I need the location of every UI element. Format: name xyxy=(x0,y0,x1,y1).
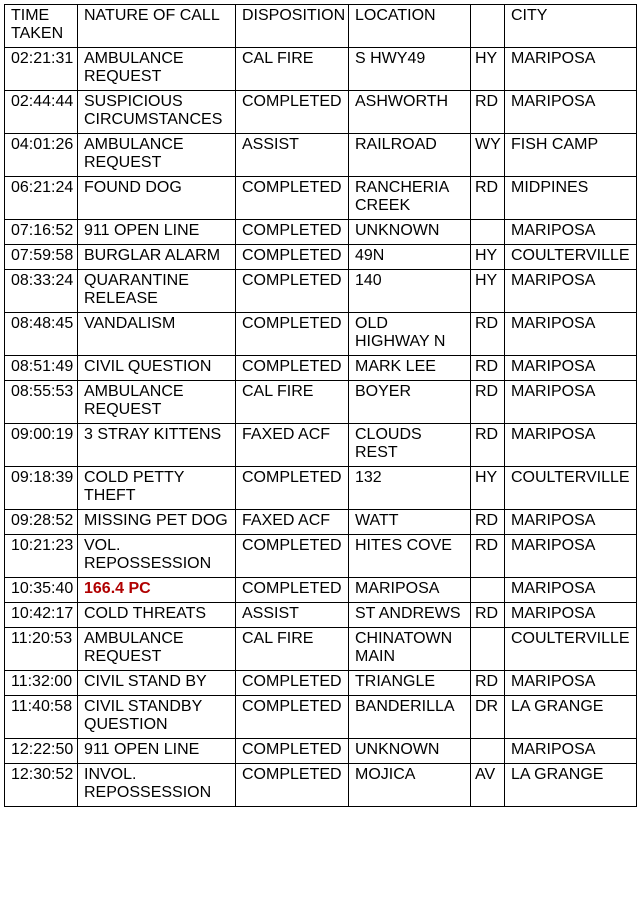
time-cell: 06:21:24 xyxy=(5,177,78,220)
table-row xyxy=(5,696,637,739)
time-cell: 12:30:52 xyxy=(5,764,78,807)
nature-cell: 911 OPEN LINE xyxy=(78,739,236,764)
nature-cell: SUSPICIOUS CIRCUMSTANCES xyxy=(78,91,236,134)
nature-cell: AMBULANCE REQUEST xyxy=(78,628,236,671)
disposition-cell: CAL FIRE xyxy=(236,381,349,424)
location-cell: UNKNOWN xyxy=(349,220,471,245)
disposition-cell: COMPLETED xyxy=(236,220,349,245)
table-row xyxy=(5,48,637,91)
street-suffix-cell: RD xyxy=(471,671,505,696)
nature-cell: VANDALISM xyxy=(78,313,236,356)
nature-cell: CIVIL STANDBY QUESTION xyxy=(78,696,236,739)
table-row xyxy=(5,313,637,356)
table-row xyxy=(5,764,637,807)
table-row xyxy=(5,739,637,764)
city-cell: COULTERVILLE xyxy=(505,628,637,671)
nature-cell: AMBULANCE REQUEST xyxy=(78,48,236,91)
time-cell: 09:28:52 xyxy=(5,510,78,535)
disposition-cell: CAL FIRE xyxy=(236,628,349,671)
table-row xyxy=(5,424,637,467)
table-row xyxy=(5,356,637,381)
street-suffix-cell xyxy=(471,739,505,764)
disposition-cell: COMPLETED xyxy=(236,245,349,270)
location-cell: BOYER xyxy=(349,381,471,424)
nature-cell: AMBULANCE REQUEST xyxy=(78,134,236,177)
time-cell: 09:00:19 xyxy=(5,424,78,467)
city-cell: LA GRANGE xyxy=(505,764,637,807)
city-cell: MARIPOSA xyxy=(505,220,637,245)
location-cell: OLD HIGHWAY N xyxy=(349,313,471,356)
nature-cell: BURGLAR ALARM xyxy=(78,245,236,270)
street-suffix-cell: HY xyxy=(471,245,505,270)
street-suffix-cell: RD xyxy=(471,91,505,134)
street-suffix-cell: RD xyxy=(471,381,505,424)
city-cell: MARIPOSA xyxy=(505,48,637,91)
location-cell: MARK LEE xyxy=(349,356,471,381)
city-cell: MARIPOSA xyxy=(505,510,637,535)
city-cell: MARIPOSA xyxy=(505,270,637,313)
disposition-cell: COMPLETED xyxy=(236,356,349,381)
time-cell: 08:33:24 xyxy=(5,270,78,313)
street-suffix-cell: RD xyxy=(471,177,505,220)
city-cell: MIDPINES xyxy=(505,177,637,220)
nature-cell: QUARANTINE RELEASE xyxy=(78,270,236,313)
header-street-suffix xyxy=(471,5,505,48)
disposition-cell: FAXED ACF xyxy=(236,510,349,535)
header-time-taken: TIME TAKEN xyxy=(5,5,78,48)
table-row xyxy=(5,220,637,245)
time-cell: 07:16:52 xyxy=(5,220,78,245)
nature-cell: CIVIL STAND BY xyxy=(78,671,236,696)
city-cell: MARIPOSA xyxy=(505,381,637,424)
location-cell: CLOUDS REST xyxy=(349,424,471,467)
street-suffix-cell: RD xyxy=(471,510,505,535)
table-row xyxy=(5,270,637,313)
street-suffix-cell xyxy=(471,220,505,245)
time-cell: 02:21:31 xyxy=(5,48,78,91)
header-disposition: DISPOSITION xyxy=(236,5,349,48)
nature-cell: CIVIL QUESTION xyxy=(78,356,236,381)
time-cell: 11:32:00 xyxy=(5,671,78,696)
time-cell: 12:22:50 xyxy=(5,739,78,764)
table-row xyxy=(5,535,637,578)
street-suffix-cell: DR xyxy=(471,696,505,739)
disposition-cell: COMPLETED xyxy=(236,671,349,696)
location-cell: RANCHERIA CREEK xyxy=(349,177,471,220)
disposition-cell: COMPLETED xyxy=(236,91,349,134)
city-cell: MARIPOSA xyxy=(505,739,637,764)
nature-cell: INVOL. REPOSSESSION xyxy=(78,764,236,807)
table-row xyxy=(5,467,637,510)
city-cell: MARIPOSA xyxy=(505,313,637,356)
time-cell: 10:21:23 xyxy=(5,535,78,578)
header-row xyxy=(5,5,637,48)
street-suffix-cell: RD xyxy=(471,313,505,356)
table-row xyxy=(5,603,637,628)
disposition-cell: COMPLETED xyxy=(236,578,349,603)
street-suffix-cell: WY xyxy=(471,134,505,177)
city-cell: COULTERVILLE xyxy=(505,245,637,270)
time-cell: 09:18:39 xyxy=(5,467,78,510)
nature-cell: 166.4 PC xyxy=(78,578,236,603)
city-cell: LA GRANGE xyxy=(505,696,637,739)
city-cell: COULTERVILLE xyxy=(505,467,637,510)
disposition-cell: CAL FIRE xyxy=(236,48,349,91)
nature-cell: COLD PETTY THEFT xyxy=(78,467,236,510)
nature-cell: AMBULANCE REQUEST xyxy=(78,381,236,424)
nature-cell: MISSING PET DOG xyxy=(78,510,236,535)
city-cell: FISH CAMP xyxy=(505,134,637,177)
call-log-table xyxy=(4,4,637,807)
time-cell: 08:51:49 xyxy=(5,356,78,381)
location-cell: ASHWORTH xyxy=(349,91,471,134)
disposition-cell: COMPLETED xyxy=(236,177,349,220)
disposition-cell: COMPLETED xyxy=(236,696,349,739)
table-row xyxy=(5,177,637,220)
table-row xyxy=(5,628,637,671)
table-row xyxy=(5,671,637,696)
disposition-cell: COMPLETED xyxy=(236,467,349,510)
street-suffix-cell: RD xyxy=(471,603,505,628)
street-suffix-cell: AV xyxy=(471,764,505,807)
location-cell: TRIANGLE xyxy=(349,671,471,696)
disposition-cell: COMPLETED xyxy=(236,764,349,807)
table-row xyxy=(5,578,637,603)
time-cell: 04:01:26 xyxy=(5,134,78,177)
disposition-cell: COMPLETED xyxy=(236,739,349,764)
location-cell: RAILROAD xyxy=(349,134,471,177)
street-suffix-cell: HY xyxy=(471,270,505,313)
time-cell: 07:59:58 xyxy=(5,245,78,270)
city-cell: MARIPOSA xyxy=(505,356,637,381)
location-cell: WATT xyxy=(349,510,471,535)
nature-cell: VOL. REPOSSESSION xyxy=(78,535,236,578)
city-cell: MARIPOSA xyxy=(505,603,637,628)
time-cell: 11:20:53 xyxy=(5,628,78,671)
street-suffix-cell: HY xyxy=(471,467,505,510)
table-header xyxy=(5,5,637,48)
location-cell: 140 xyxy=(349,270,471,313)
time-cell: 08:55:53 xyxy=(5,381,78,424)
table-row xyxy=(5,134,637,177)
city-cell: MARIPOSA xyxy=(505,91,637,134)
time-cell: 11:40:58 xyxy=(5,696,78,739)
nature-cell: FOUND DOG xyxy=(78,177,236,220)
location-cell: HITES COVE xyxy=(349,535,471,578)
location-cell: 132 xyxy=(349,467,471,510)
header-city: CITY xyxy=(505,5,637,48)
location-cell: UNKNOWN xyxy=(349,739,471,764)
table-body xyxy=(5,48,637,807)
location-cell: MARIPOSA xyxy=(349,578,471,603)
nature-cell: COLD THREATS xyxy=(78,603,236,628)
street-suffix-cell: HY xyxy=(471,48,505,91)
street-suffix-cell: RD xyxy=(471,356,505,381)
header-nature-of-call: NATURE OF CALL xyxy=(78,5,236,48)
nature-cell: 3 STRAY KITTENS xyxy=(78,424,236,467)
table-row xyxy=(5,91,637,134)
disposition-cell: COMPLETED xyxy=(236,270,349,313)
table-row xyxy=(5,245,637,270)
time-cell: 10:35:40 xyxy=(5,578,78,603)
city-cell: MARIPOSA xyxy=(505,671,637,696)
location-cell: BANDERILLA xyxy=(349,696,471,739)
disposition-cell: ASSIST xyxy=(236,603,349,628)
location-cell: MOJICA xyxy=(349,764,471,807)
disposition-cell: COMPLETED xyxy=(236,535,349,578)
city-cell: MARIPOSA xyxy=(505,424,637,467)
street-suffix-cell: RD xyxy=(471,424,505,467)
disposition-cell: COMPLETED xyxy=(236,313,349,356)
location-cell: ST ANDREWS xyxy=(349,603,471,628)
time-cell: 02:44:44 xyxy=(5,91,78,134)
nature-cell: 911 OPEN LINE xyxy=(78,220,236,245)
table-row xyxy=(5,510,637,535)
header-location: LOCATION xyxy=(349,5,471,48)
location-cell: 49N xyxy=(349,245,471,270)
street-suffix-cell: RD xyxy=(471,535,505,578)
disposition-cell: ASSIST xyxy=(236,134,349,177)
city-cell: MARIPOSA xyxy=(505,578,637,603)
table-row xyxy=(5,381,637,424)
city-cell: MARIPOSA xyxy=(505,535,637,578)
time-cell: 08:48:45 xyxy=(5,313,78,356)
street-suffix-cell xyxy=(471,578,505,603)
street-suffix-cell xyxy=(471,628,505,671)
location-cell: S HWY49 xyxy=(349,48,471,91)
location-cell: CHINATOWN MAIN xyxy=(349,628,471,671)
disposition-cell: FAXED ACF xyxy=(236,424,349,467)
time-cell: 10:42:17 xyxy=(5,603,78,628)
